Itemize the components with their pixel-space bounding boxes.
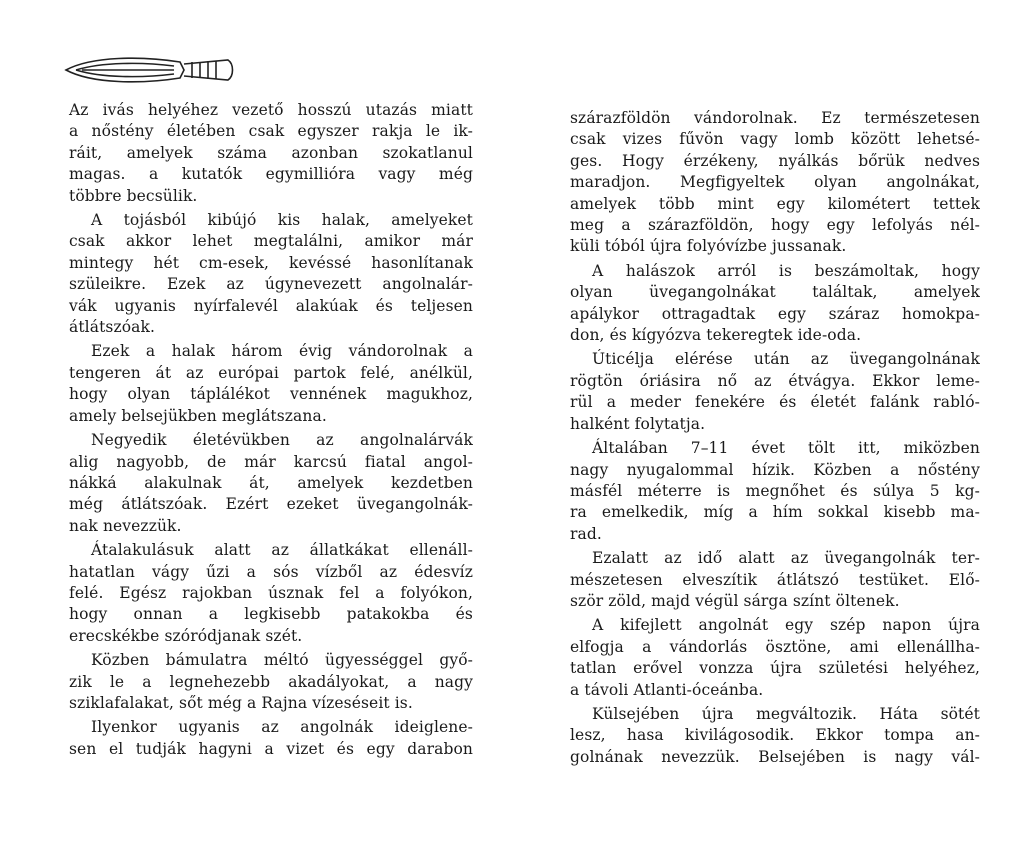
text-line: halként folytatja. (570, 414, 706, 433)
text-line: vák ugyanis nyírfalevél alakúak és teljesen (69, 296, 473, 315)
right-page (510, 0, 1020, 851)
paragraph (69, 210, 473, 338)
text-line: nagy nyugalommal hízik. Közben a nőstény (570, 460, 980, 479)
text-line: olyan üvegangolnákat találtak, amelyek (570, 283, 980, 302)
text-line: másfél méterre is megnőhet és súlya 5 kg- (570, 481, 980, 500)
text-line: apálykor ottragadtak egy száraz homokpa- (570, 304, 980, 323)
paragraph (69, 100, 473, 207)
text-line: Úticélja elérése után az üvegangolnának (592, 350, 980, 369)
paragraph (570, 615, 980, 701)
text-line: Negyedik életévükben az angolnalárvák (91, 431, 473, 450)
text-line: rül a meder fenekére és életét falánk rabló- (570, 393, 980, 412)
text-line: sen el tudják hagyni a vizet és egy darabon (69, 739, 473, 758)
text-line: Átalakulásuk alatt az állatkákat ellenáll- (91, 541, 473, 560)
text-line: küli tóból újra folyóvízbe jussanak. (570, 237, 847, 256)
text-line: meg a szárazföldön, hogy egy lefolyás nél- (570, 216, 980, 235)
text-line: többre becsülik. (69, 186, 198, 205)
text-line: Ezek a halak három évig vándorolnak a (91, 342, 473, 361)
text-line: sziklafalakat, sőt még a Rajna vízeséseit is. (69, 693, 413, 712)
text-line: A tojásból kibújó kis halak, amelyeket (91, 211, 473, 230)
paragraph (69, 650, 473, 714)
text-line: hatatlan vágy űzi a sós vízből az édesvíz (69, 562, 473, 581)
paragraph (570, 548, 980, 612)
text-line: amelyek több mint egy kilométert tettek (570, 194, 980, 213)
text-line: hogy onnan a legkisebb patakokba és (69, 605, 473, 624)
paragraph (570, 704, 980, 768)
text-line: még átlátszóak. Ezért ezeket üvegangolnák- (69, 495, 473, 514)
text-line: a távoli Atlanti-óceánba. (570, 680, 764, 699)
text-line: Közben bámulatra méltó ügyességgel győ- (91, 651, 473, 670)
text-line: rad. (570, 524, 602, 543)
paragraph (570, 261, 980, 347)
text-line: Ilyenkor ugyanis az angolnák ideiglene- (91, 718, 473, 737)
text-line: maradjon. Megfigyeltek olyan angolnákat, (570, 173, 980, 192)
text-line: rögtön óriásira nő az étvágya. Ekkor leme- (570, 371, 980, 390)
text-line: a nőstény életében csak egyszer rakja le ik- (69, 122, 473, 141)
text-line: amely belsejükben meglátszana. (69, 406, 327, 425)
text-line: felé. Egész rajokban úsznak fel a folyókon, (69, 583, 473, 602)
text-line: ra emelkedik, míg a hím sokkal kisebb ma- (570, 503, 980, 522)
text-line: átlátszóak. (69, 318, 156, 337)
right-page-text (570, 108, 980, 771)
paragraph (69, 540, 473, 647)
text-line: don, és kígyózva tekeregtek ide-oda. (570, 326, 862, 345)
text-line: ráit, amelyek száma azonban szokatlanul (69, 143, 473, 162)
paragraph (69, 341, 473, 427)
text-line: Általában 7–11 évet tölt itt, miközben (592, 439, 980, 458)
paragraph (570, 438, 980, 545)
text-line: nákká alakulnak át, amelyek kezdetben (69, 473, 473, 492)
text-line: erecskékbe szóródjanak szét. (69, 626, 303, 645)
text-line: zik le a legnehezebb akadályokat, a nagy (69, 672, 473, 691)
text-line: elfogja a vándorlás ösztöne, ami ellenállha- (570, 637, 980, 656)
text-line: szüleikre. Ezek az úgynevezett angolnalár- (69, 275, 473, 294)
text-line: Ezalatt az idő alatt az üvegangolnák ter- (592, 549, 980, 568)
text-line: szárazföldön vándorolnak. Ez természetesen (570, 109, 980, 127)
paragraph (69, 717, 473, 760)
text-line: alig nagyobb, de már karcsú fiatal angol- (69, 452, 473, 471)
paragraph (570, 108, 980, 258)
text-line: lesz, hasa kivilágosodik. Ekkor tompa an- (570, 726, 980, 745)
left-page-text (69, 100, 473, 763)
paragraph (570, 349, 980, 435)
text-line: Külsejében újra megváltozik. Háta sötét (592, 704, 980, 723)
text-line: csak akkor lehet megtalálni, amikor már (69, 232, 473, 251)
text-line: nak nevezzük. (69, 516, 182, 535)
text-line: csak vizes fűvön vagy lomb között lehetsé- (570, 130, 980, 149)
text-line: ször zöld, majd végül sárga színt öltenek. (570, 591, 900, 610)
paragraph (69, 430, 473, 537)
text-line: A kifejlett angolnát egy szép napon újra (592, 616, 980, 635)
text-line: tatlan erővel vonzza újra születési helyéhez, (570, 659, 980, 678)
fish-trap-illustration (62, 52, 234, 88)
text-line: hogy olyan táplálékot vennének magukhoz, (69, 385, 473, 404)
text-line: tengeren át az európai partok felé, anélkül, (69, 363, 473, 382)
text-line: mészetesen elveszítik átlátszó testüket. Elő- (570, 570, 980, 589)
text-line: golnának nevezzük. Belsejében is nagy vál- (570, 747, 980, 766)
text-line: ges. Hogy érzékeny, nyálkás bőrük nedves (570, 151, 980, 170)
text-line: magas. a kutatók egymillióra vagy még (69, 165, 473, 184)
text-line: Az ivás helyéhez vezető hosszú utazás miatt (69, 101, 473, 119)
text-line: mintegy hét cm-esek, kevéssé hasonlítanak (69, 253, 473, 272)
text-line: A halászok arról is beszámoltak, hogy (592, 261, 980, 280)
